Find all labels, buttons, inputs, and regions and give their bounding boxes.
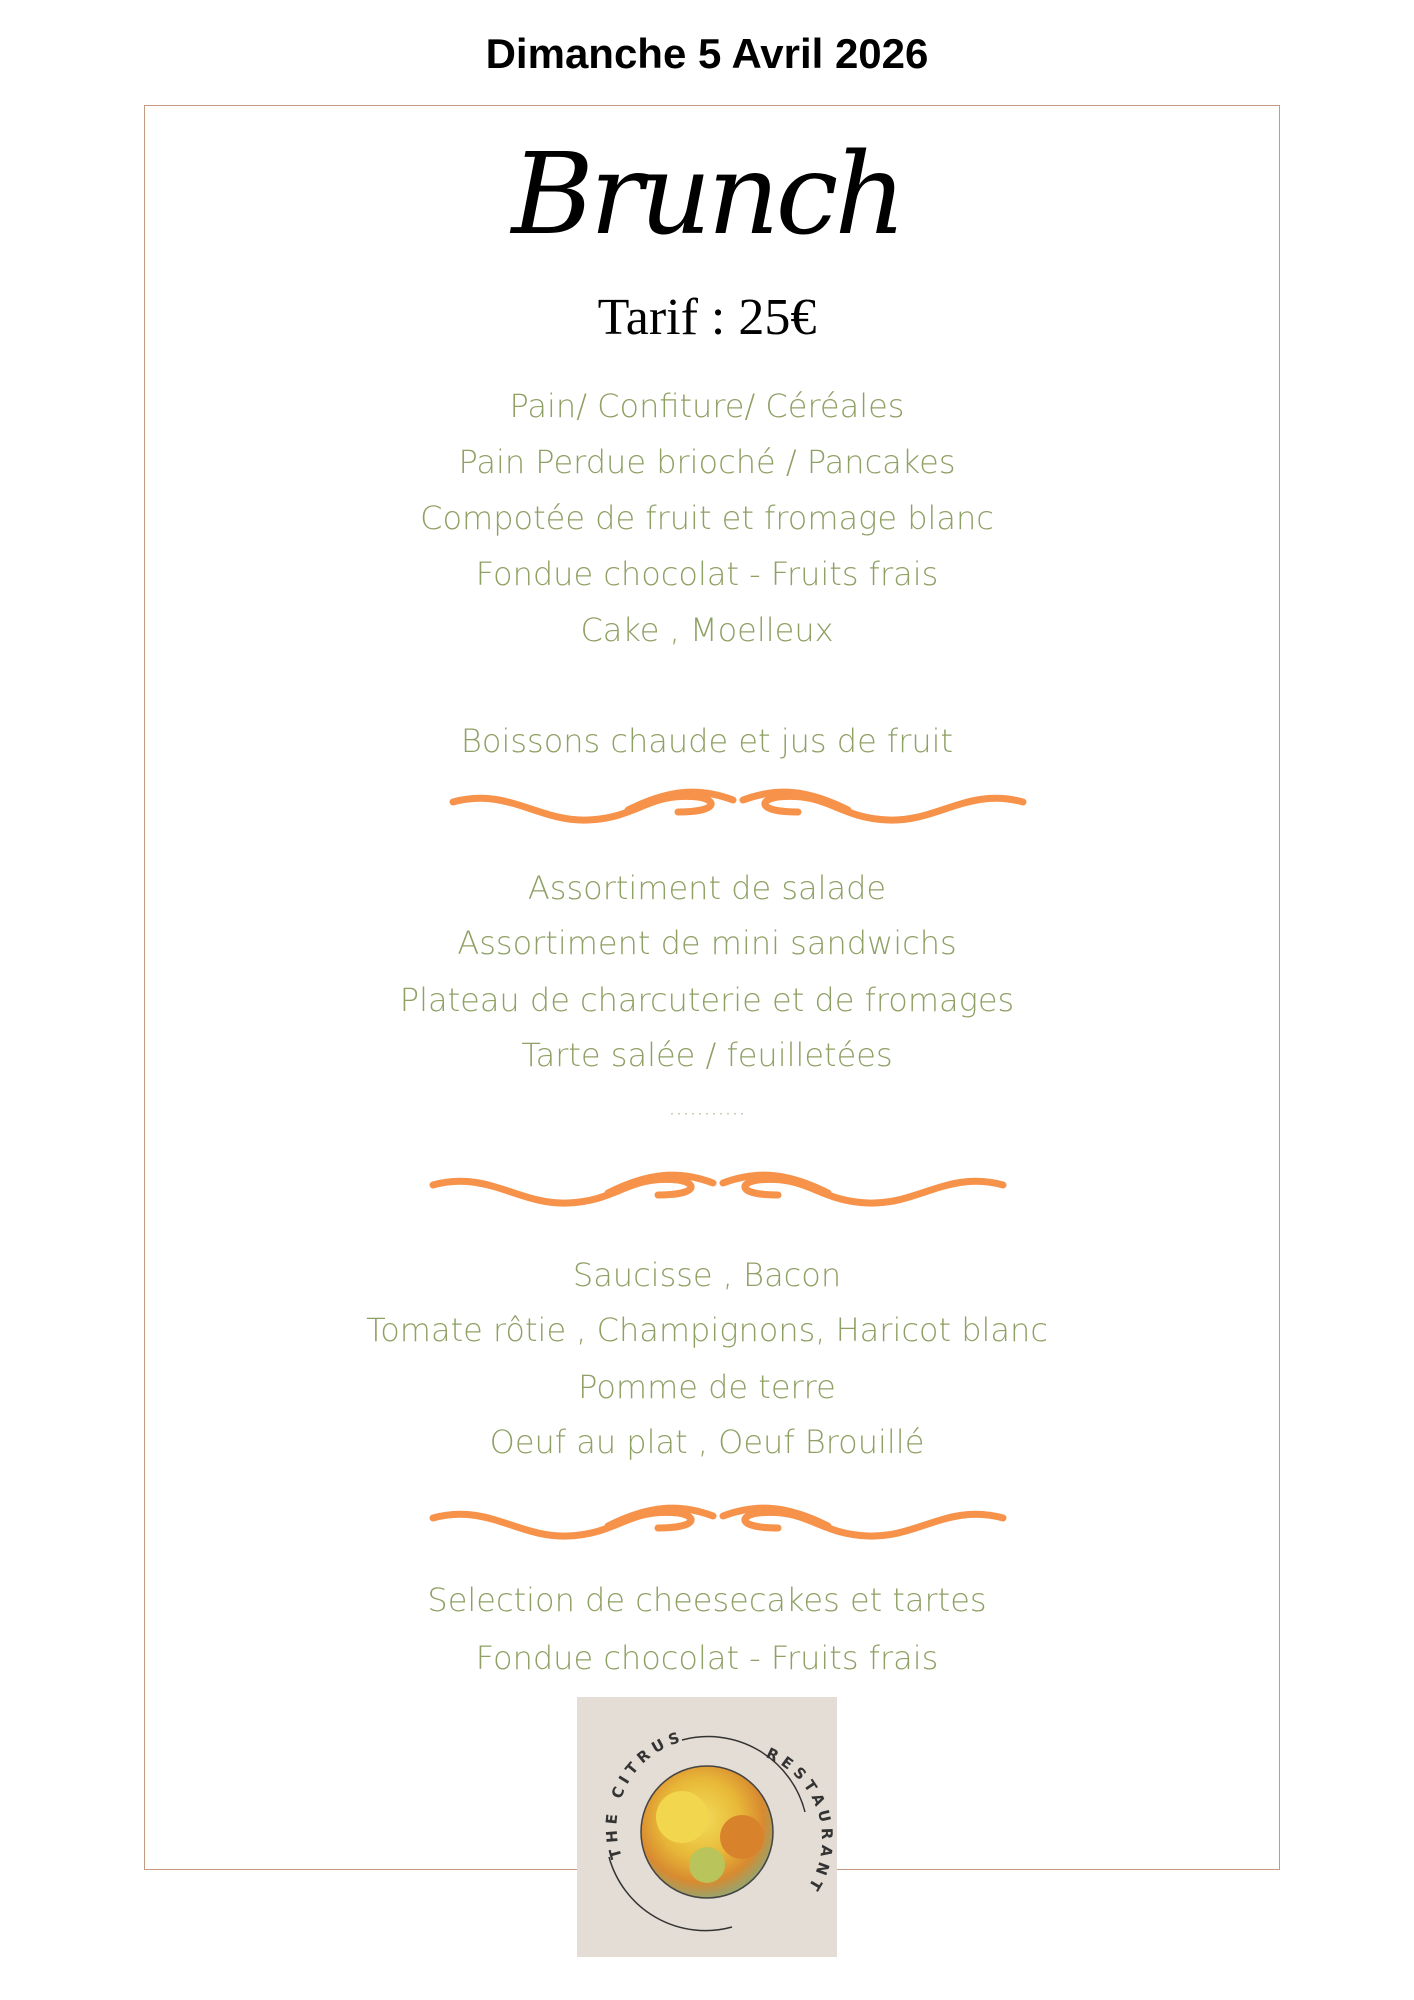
menu-item: Oeuf au plat , Oeuf Brouillé (489, 1423, 925, 1461)
ornament-divider (448, 782, 1028, 832)
menu-item: Pain Perdue brioché / Pancakes (458, 443, 956, 481)
menu-item: Selection de cheesecakes et tartes (427, 1581, 987, 1619)
svg-text:RESTAURANT: RESTAURANT (763, 1744, 837, 1898)
menu-item: Compotée de fruit et fromage blanc (420, 499, 994, 537)
menu-item: Tomate rôtie , Champignons, Haricot blanc (366, 1311, 1048, 1349)
ornament-divider (428, 1165, 1008, 1215)
menu-price: Tarif : 25€ (597, 289, 817, 346)
menu-item: Assortiment de salade (527, 869, 887, 907)
menu-item: Assortiment de mini sandwichs (457, 924, 957, 962)
menu-item: Tarte salée / feuilletées (521, 1036, 893, 1074)
menu-item: Fondue chocolat - Fruits frais (475, 555, 939, 593)
menu-item: Plateau de charcuterie et de fromages (399, 981, 1015, 1019)
ornament-divider (428, 1498, 1008, 1548)
menu-item: Saucisse , Bacon (572, 1256, 842, 1294)
restaurant-logo (577, 1697, 837, 1957)
menu-title: Brunch (511, 130, 903, 260)
menu-item-dots: ........... (668, 1095, 746, 1121)
menu-item: Fondue chocolat - Fruits frais (475, 1639, 939, 1677)
svg-text:THE CITRUS: THE CITRUS (602, 1727, 687, 1861)
menu-item: Pain/ Confiture/ Céréales (509, 387, 905, 425)
menu-item: Boissons chaude et jus de fruit (460, 722, 954, 760)
menu-date: Dimanche 5 Avril 2026 (485, 30, 929, 77)
menu-item: Cake , Moelleux (580, 611, 834, 649)
menu-item: Pomme de terre (578, 1368, 836, 1406)
